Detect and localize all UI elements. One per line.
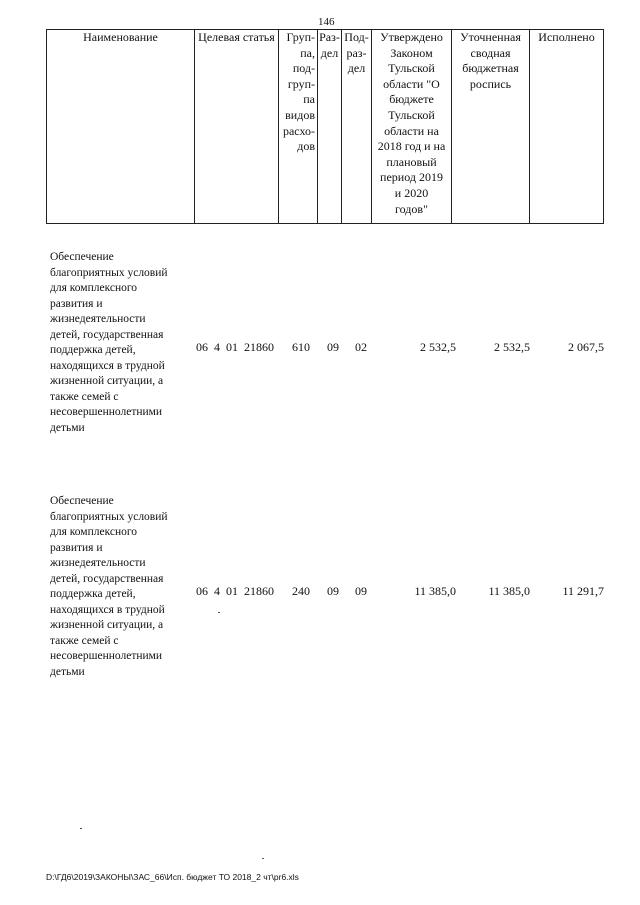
header-refined: Уточненная сводная бюджетная роспись	[452, 30, 530, 224]
header-executed: Исполнено	[530, 30, 604, 224]
row-refined: 11 385,0	[488, 584, 530, 598]
row-section: 09	[327, 584, 339, 598]
row-approved: 11 385,0	[414, 584, 456, 598]
header-section: Раз- дел	[318, 30, 342, 224]
row-name: Обеспечение благоприятных условий для комплексного развития и жизнедеятельности детей, государственная поддержка детей, находящихся в трудной жизненной ситуации, а также семей с несовершеннолетними детьми	[50, 251, 168, 434]
header-approved: Утверждено Законом Тульской области "О бюджете Тульской области на 2018 год и на плановый период 2019 и 2020 годов"	[372, 30, 452, 224]
scan-speck	[218, 612, 220, 613]
row-subsection: 02	[355, 340, 367, 354]
header-name: Наименование	[47, 30, 195, 224]
header-target: Целевая статья	[195, 30, 279, 224]
row-group: 610	[292, 340, 310, 354]
footer-file-path: D:\ГД6\2019\ЗАКОНЫ\ЗАС_66\Исп. бюджет ТО 2018_2 чт\pr6.xls	[46, 872, 299, 882]
row-name: Обеспечение благоприятных условий для комплексного развития и жизнедеятельности детей, государственная поддержка детей, находящихся в трудной жизненной ситуации, а также семей с несовершеннолетними детьми	[50, 495, 168, 678]
row-executed: 2 067,5	[568, 340, 604, 354]
row-target: 06 4 01 21860	[196, 340, 274, 354]
header-group: Груп- па, под- груп- па видов расхо- дов	[279, 30, 318, 224]
row-section: 09	[327, 340, 339, 354]
row-refined: 2 532,5	[494, 340, 530, 354]
row-approved: 2 532,5	[420, 340, 456, 354]
row-target: 06 4 01 21860	[196, 584, 274, 598]
table-header	[46, 29, 604, 224]
scan-speck	[262, 858, 264, 859]
row-executed: 11 291,7	[562, 584, 604, 598]
scan-speck	[80, 828, 82, 829]
page-number: 146	[318, 16, 335, 28]
row-group: 240	[292, 584, 310, 598]
row-subsection: 09	[355, 584, 367, 598]
header-subsection: Под- раз- дел	[342, 30, 372, 224]
